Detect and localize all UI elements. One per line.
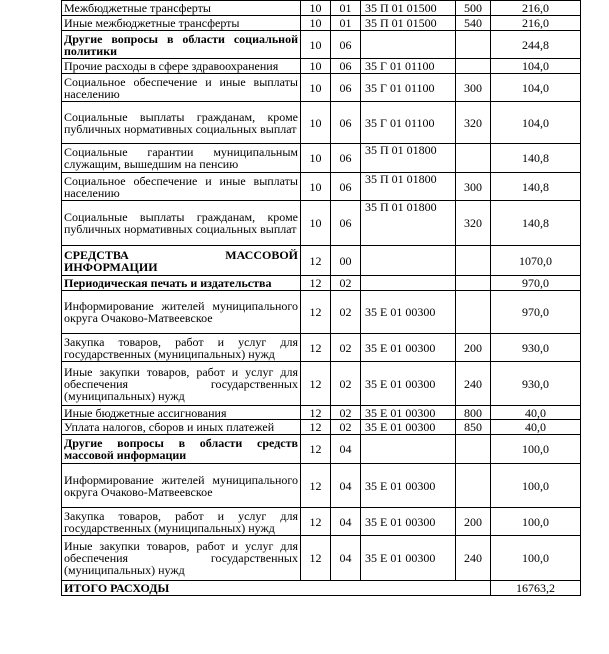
table-row <box>62 420 581 435</box>
table-row <box>62 334 581 362</box>
row-amount: 930,0 <box>491 362 581 406</box>
row-subsection: 02 <box>331 362 361 406</box>
row-name: Другие вопросы в области социальной политики <box>62 31 301 59</box>
row-subsection: 01 <box>331 16 361 31</box>
table-row <box>62 59 581 74</box>
row-subsection: 06 <box>331 59 361 74</box>
row-amount: 140,8 <box>491 144 581 173</box>
row-target-code <box>361 435 456 464</box>
row-section: 12 <box>301 291 331 334</box>
row-name: Социальное обеспечение и иные выплаты населению <box>62 173 301 201</box>
row-target-code: 35 Г 01 01100 <box>361 74 456 102</box>
row-name: Закупка товаров, работ и услуг для государственных (муниципальных) нужд <box>62 334 301 362</box>
row-target-code: 35 Е 01 00300 <box>361 334 456 362</box>
row-amount: 100,0 <box>491 464 581 508</box>
table-row <box>62 102 581 144</box>
row-name: СРЕДСТВА МАССОВОЙ ИНФОРМАЦИИ <box>62 246 301 276</box>
row-name: Социальные выплаты гражданам, кроме публичных нормативных социальных выплат <box>62 201 301 246</box>
row-expense-type <box>456 59 491 74</box>
row-amount: 970,0 <box>491 276 581 291</box>
row-target-code: 35 Е 01 00300 <box>361 464 456 508</box>
row-name: Другие вопросы в области средств массовой информации <box>62 435 301 464</box>
table-row <box>62 291 581 334</box>
row-section: 12 <box>301 362 331 406</box>
row-expense-type: 500 <box>456 1 491 16</box>
row-target-code: 35 Е 01 00300 <box>361 406 456 420</box>
row-expense-type <box>456 144 491 173</box>
row-expense-type: 320 <box>456 102 491 144</box>
row-amount: 216,0 <box>491 16 581 31</box>
row-section: 12 <box>301 246 331 276</box>
total-sum: 16763,2 <box>491 581 581 596</box>
row-name: Социальные выплаты гражданам, кроме публичных нормативных социальных выплат <box>62 102 301 144</box>
table-row <box>62 435 581 464</box>
row-expense-type: 300 <box>456 74 491 102</box>
row-subsection: 01 <box>331 1 361 16</box>
table-row <box>62 464 581 508</box>
expenditure-table <box>61 0 581 596</box>
row-section: 10 <box>301 16 331 31</box>
total-row <box>62 581 581 596</box>
row-expense-type <box>456 435 491 464</box>
row-name: Межбюджетные трансферты <box>62 1 301 16</box>
row-section: 10 <box>301 173 331 201</box>
row-section: 10 <box>301 74 331 102</box>
table-row <box>62 536 581 581</box>
row-amount: 216,0 <box>491 1 581 16</box>
row-subsection: 06 <box>331 31 361 59</box>
row-section: 12 <box>301 420 331 435</box>
row-target-code: 35 П 01 01800 <box>361 173 456 201</box>
table-row <box>62 16 581 31</box>
row-amount: 140,8 <box>491 201 581 246</box>
row-target-code: 35 Е 01 00300 <box>361 536 456 581</box>
row-name: Информирование жителей муниципального округа Очаково-Матвеевское <box>62 464 301 508</box>
row-target-code: 35 П 01 01500 <box>361 1 456 16</box>
table-body <box>62 1 581 581</box>
table-row <box>62 276 581 291</box>
row-target-code: 35 П 01 01500 <box>361 16 456 31</box>
row-section: 12 <box>301 536 331 581</box>
row-section: 12 <box>301 406 331 420</box>
row-name: Иные бюджетные ассигнования <box>62 406 301 420</box>
row-expense-type: 320 <box>456 201 491 246</box>
row-subsection: 06 <box>331 102 361 144</box>
table-row <box>62 406 581 420</box>
row-section: 10 <box>301 201 331 246</box>
row-name: Социальные гарантии муниципальным служащим, вышедшим на пенсию <box>62 144 301 173</box>
row-section: 12 <box>301 464 331 508</box>
row-name: Периодическая печать и издательства <box>62 276 301 291</box>
row-subsection: 04 <box>331 464 361 508</box>
row-subsection: 02 <box>331 276 361 291</box>
row-name: Информирование жителей муниципального округа Очаково-Матвеевское <box>62 291 301 334</box>
row-amount: 140,8 <box>491 173 581 201</box>
row-subsection: 02 <box>331 420 361 435</box>
row-subsection: 04 <box>331 536 361 581</box>
row-expense-type <box>456 276 491 291</box>
row-target-code <box>361 31 456 59</box>
row-target-code: 35 Г 01 01100 <box>361 102 456 144</box>
table-row <box>62 74 581 102</box>
row-subsection: 06 <box>331 201 361 246</box>
row-subsection: 02 <box>331 334 361 362</box>
row-amount: 104,0 <box>491 102 581 144</box>
table-row <box>62 362 581 406</box>
row-name: Иные закупки товаров, работ и услуг для обеспечения государственных (муниципальных) нужд <box>62 362 301 406</box>
row-section: 10 <box>301 31 331 59</box>
row-name: Иные межбюджетные трансферты <box>62 16 301 31</box>
row-section: 12 <box>301 276 331 291</box>
row-name: Социальное обеспечение и иные выплаты населению <box>62 74 301 102</box>
row-target-code: 35 П 01 01800 <box>361 144 456 173</box>
row-section: 10 <box>301 1 331 16</box>
row-amount: 104,0 <box>491 74 581 102</box>
row-target-code: 35 Е 01 00300 <box>361 291 456 334</box>
row-subsection: 06 <box>331 173 361 201</box>
total-label: ИТОГО РАСХОДЫ <box>62 581 491 596</box>
row-expense-type: 300 <box>456 173 491 201</box>
row-subsection: 06 <box>331 74 361 102</box>
row-expense-type: 540 <box>456 16 491 31</box>
row-section: 12 <box>301 435 331 464</box>
row-expense-type: 800 <box>456 406 491 420</box>
table-row <box>62 246 581 276</box>
row-subsection: 02 <box>331 291 361 334</box>
row-expense-type <box>456 464 491 508</box>
row-name: Иные закупки товаров, работ и услуг для обеспечения государственных (муниципальных) нужд <box>62 536 301 581</box>
table-row <box>62 1 581 16</box>
row-name: Уплата налогов, сборов и иных платежей <box>62 420 301 435</box>
row-expense-type <box>456 31 491 59</box>
row-amount: 104,0 <box>491 59 581 74</box>
row-expense-type <box>456 246 491 276</box>
row-section: 10 <box>301 102 331 144</box>
row-section: 10 <box>301 59 331 74</box>
row-amount: 1070,0 <box>491 246 581 276</box>
row-target-code <box>361 276 456 291</box>
row-expense-type: 200 <box>456 508 491 536</box>
row-amount: 100,0 <box>491 508 581 536</box>
row-section: 12 <box>301 508 331 536</box>
table-row <box>62 201 581 246</box>
row-target-code: 35 П 01 01800 <box>361 201 456 246</box>
row-subsection: 04 <box>331 435 361 464</box>
row-amount: 40,0 <box>491 420 581 435</box>
row-amount: 244,8 <box>491 31 581 59</box>
row-expense-type: 850 <box>456 420 491 435</box>
row-target-code: 35 Г 01 01100 <box>361 59 456 74</box>
table-row <box>62 144 581 173</box>
row-amount: 100,0 <box>491 536 581 581</box>
table-row <box>62 173 581 201</box>
row-amount: 100,0 <box>491 435 581 464</box>
row-amount: 40,0 <box>491 406 581 420</box>
row-subsection: 06 <box>331 144 361 173</box>
row-expense-type: 200 <box>456 334 491 362</box>
row-amount: 930,0 <box>491 334 581 362</box>
row-name: Закупка товаров, работ и услуг для государственных (муниципальных) нужд <box>62 508 301 536</box>
row-subsection: 02 <box>331 406 361 420</box>
row-target-code: 35 Е 01 00300 <box>361 508 456 536</box>
row-name: Прочие расходы в сфере здравоохранения <box>62 59 301 74</box>
row-subsection: 00 <box>331 246 361 276</box>
table-row <box>62 31 581 59</box>
row-target-code <box>361 246 456 276</box>
row-expense-type: 240 <box>456 536 491 581</box>
row-amount: 970,0 <box>491 291 581 334</box>
row-target-code: 35 Е 01 00300 <box>361 362 456 406</box>
row-section: 12 <box>301 334 331 362</box>
row-expense-type <box>456 291 491 334</box>
row-subsection: 04 <box>331 508 361 536</box>
table-row <box>62 508 581 536</box>
row-section: 10 <box>301 144 331 173</box>
row-target-code: 35 Е 01 00300 <box>361 420 456 435</box>
row-expense-type: 240 <box>456 362 491 406</box>
